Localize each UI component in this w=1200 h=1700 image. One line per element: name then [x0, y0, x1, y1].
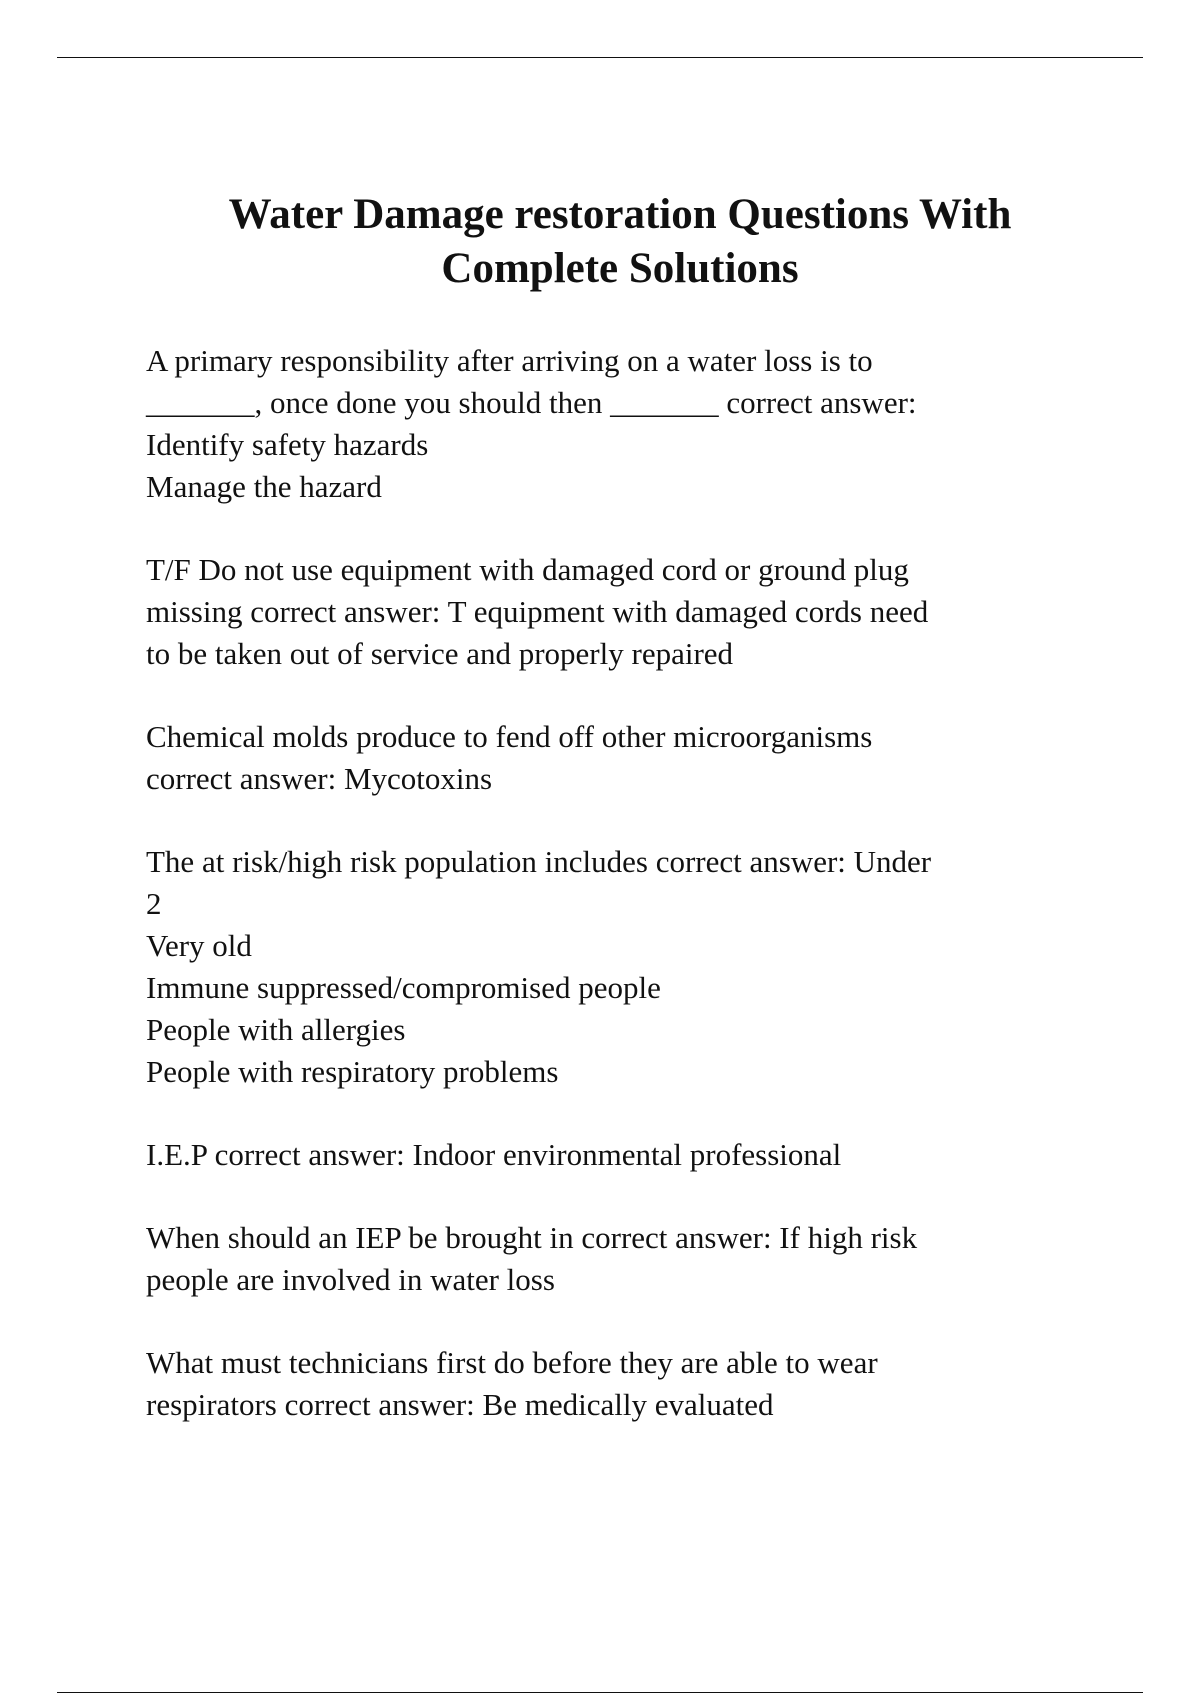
question-block [146, 1342, 1096, 1426]
answer-line: correct answer: Mycotoxins [146, 761, 493, 796]
question-line: What must technicians first do before they are able to wear [146, 1345, 878, 1380]
question-list [146, 340, 1096, 1467]
question-block [146, 340, 1096, 508]
question-block [146, 841, 1096, 1093]
document-title [130, 188, 1110, 296]
question-block [146, 716, 1096, 800]
answer-line: respirators correct answer: Be medically evaluated [146, 1387, 774, 1422]
answer-line: People with respiratory problems [146, 1054, 559, 1089]
question-line: Chemical molds produce to fend off other microorganisms [146, 719, 873, 754]
question-line: _______, once done you should then _______ correct answer: [146, 385, 917, 420]
question-block [146, 1134, 1096, 1176]
question-line: T/F Do not use equipment with damaged cord or ground plug [146, 552, 909, 587]
question-line: When should an IEP be brought in correct answer: If high risk [146, 1220, 918, 1255]
answer-line: Immune suppressed/compromised people [146, 970, 661, 1005]
question-line: The at risk/high risk population includes correct answer: Under [146, 844, 932, 879]
question-line: A primary responsibility after arriving on a water loss is to [146, 343, 873, 378]
question-block [146, 549, 1096, 675]
answer-line: to be taken out of service and properly repaired [146, 636, 734, 671]
header-rule [57, 57, 1143, 58]
question-block [146, 1217, 1096, 1301]
answer-line: Identify safety hazards [146, 427, 429, 462]
title-line: Water Damage restoration Questions With [228, 191, 1012, 238]
answer-line: 2 [146, 886, 162, 921]
footer-rule [57, 1692, 1143, 1693]
question-line: missing correct answer: T equipment with damaged cords need [146, 594, 929, 629]
answer-line: Very old [146, 928, 252, 963]
answer-line: Manage the hazard [146, 469, 382, 504]
answer-line: People with allergies [146, 1012, 406, 1047]
question-line: I.E.P correct answer: Indoor environmental professional [146, 1137, 842, 1172]
title-line: Complete Solutions [441, 245, 799, 292]
answer-line: people are involved in water loss [146, 1262, 555, 1297]
